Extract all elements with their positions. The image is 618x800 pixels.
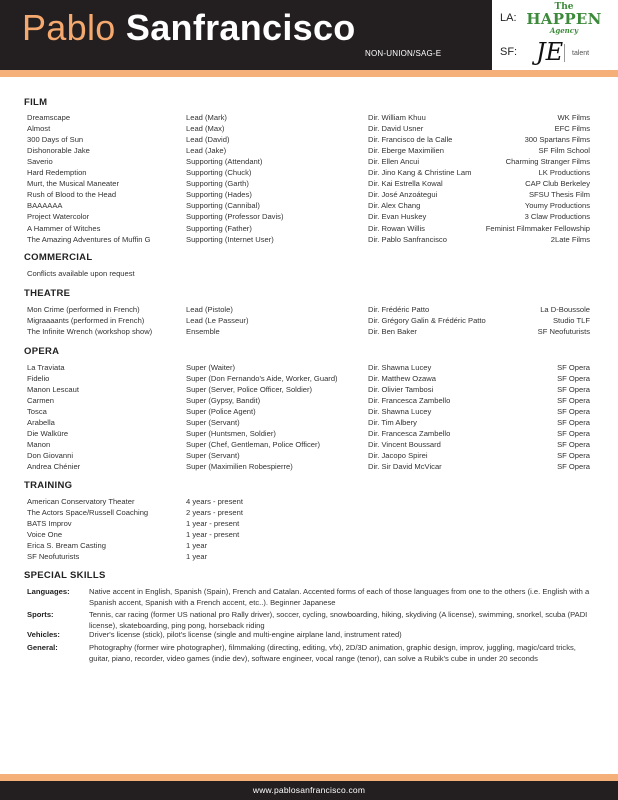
company: SF Opera [557, 440, 590, 450]
training-school: BATS Improv [27, 519, 72, 528]
role: Super (Huntsmen, Soldier) [186, 429, 276, 439]
director: Dir. Eberge Maximilien [368, 146, 444, 156]
training-school: American Conservatory Theater [27, 497, 135, 506]
credit-row [0, 112, 618, 123]
credit-row [0, 406, 618, 417]
production-title: Dreamscape [27, 113, 71, 122]
training-heading: TRAINING [24, 480, 73, 491]
production-title: Mon Crime (performed in French) [27, 305, 140, 314]
director: Dir. David Usner [368, 124, 424, 134]
training-duration: 2 years - present [186, 508, 243, 517]
role: Super (Maximilien Robespierre) [186, 462, 293, 472]
company: SF Opera [557, 429, 590, 439]
production-title: Almost [27, 124, 51, 134]
talent-label: talent [572, 50, 590, 57]
role: Supporting (Professor Davis) [186, 212, 284, 222]
credit-row [0, 223, 618, 234]
production-title: 300 Days of Sun [27, 135, 84, 145]
company: SF Opera [557, 363, 590, 372]
training-row [0, 518, 618, 529]
credit-row [0, 134, 618, 145]
role: Supporting (Attendant) [186, 157, 263, 167]
skill-label: Vehicles: [27, 630, 60, 639]
production-title: Migraaaants (performed in French) [27, 316, 145, 325]
production-title: A Hammer of Witches [27, 223, 101, 233]
credit-row [0, 384, 618, 395]
role: Super (Chef, Gentleman, Police Officer) [186, 440, 321, 450]
credit-row [0, 123, 618, 134]
role: Super (Servant) [186, 451, 240, 461]
production-title: La Traviata [27, 363, 65, 372]
role: Lead (Pistole) [186, 305, 233, 314]
company: SF Opera [557, 462, 590, 472]
company: SF Opera [557, 418, 590, 428]
happen-agency-logo: The HAPPEN Agency [526, 2, 602, 35]
production-title: Project Watercolor [27, 212, 90, 222]
director: Dir. Ben Baker [368, 327, 417, 336]
credit-row [0, 211, 618, 222]
header-accent-bar [0, 70, 618, 77]
training-row [0, 496, 618, 507]
training-row [0, 551, 618, 562]
role: Super (Police Agent) [186, 407, 256, 417]
first-name: Pablo [22, 7, 116, 48]
director: Dir. Francisco de la Calle [368, 135, 453, 145]
training-school: The Actors Space/Russell Coaching [27, 508, 149, 517]
director: Dir. Matthew Ozawa [368, 374, 436, 384]
production-title: BAAAAAA [27, 201, 63, 211]
company: Charming Stranger Films [505, 157, 590, 167]
role: Ensemble [186, 327, 220, 336]
company: LK Productions [538, 168, 590, 178]
footer-accent-bar [0, 774, 618, 781]
director: Dir. Olivier Tambosi [368, 385, 434, 395]
company: SF Opera [557, 407, 590, 417]
company: Feminist Filmmaker Fellowship [485, 223, 590, 233]
role: Lead (Le Passeur) [186, 316, 249, 325]
company: SFSU Thesis Film [528, 190, 590, 200]
role: Lead (Mark) [186, 113, 227, 122]
production-title: Carmen [27, 396, 55, 406]
training-duration: 1 year [186, 552, 208, 561]
company: SF Opera [557, 385, 590, 395]
director: Dir. Sir David McVicar [368, 462, 442, 472]
role: Supporting (Cannibal) [186, 201, 260, 211]
director: Dir. Pablo Sanfrancisco [368, 234, 447, 244]
credit-row [0, 373, 618, 384]
credit-row [0, 234, 618, 245]
production-title: Fidelio [27, 374, 50, 384]
company: Youmy Productions [524, 201, 590, 211]
je-talent-logo: JE [536, 38, 564, 66]
skill-label: General: [27, 643, 58, 652]
credit-row [0, 439, 618, 450]
production-title: The Infinite Wrench (workshop show) [27, 327, 153, 336]
director: Dir. Francesca Zambello [368, 396, 451, 406]
director: Dir. Kai Estrella Kowal [368, 179, 443, 189]
skill-label: Languages: [27, 587, 70, 596]
director: Dir. Alex Chang [368, 201, 421, 211]
role: Lead (Jake) [186, 146, 227, 156]
production-title: The Amazing Adventures of Muffin G [27, 234, 151, 244]
production-title: Saverio [27, 157, 53, 167]
training-school: Voice One [27, 530, 63, 539]
production-title: Die Walküre [27, 429, 69, 439]
production-title: Manon Lescaut [27, 385, 79, 395]
production-title: Dishonorable Jake [27, 146, 90, 156]
company: La D-Boussole [540, 305, 590, 314]
credit-row [0, 304, 618, 315]
actor-name [22, 6, 356, 50]
role: Supporting (Garth) [186, 179, 249, 189]
role: Super (Servant) [186, 418, 240, 428]
director: Dir. Tim Albery [368, 418, 417, 428]
training-row [0, 507, 618, 518]
training-row [0, 529, 618, 540]
skill-text: Native accent in English, Spanish (Spain), French and Catalan. Accented forms of each of those languages from one to the others (i.e. English with a Spanish accent, Spanish with a French accent, etc..). Beginner Japanese [89, 587, 590, 607]
credit-row [0, 417, 618, 428]
agency-panel [492, 0, 618, 70]
role: Supporting (Father) [186, 223, 252, 233]
skill-text: Tennis, car racing (former US national pro Rally driver), soccer, cycling, snowboarding, hiking, skydiving (A license), swimming, snorkel, scuba (PADI license), skateboarding, ping pong, horseback riding [89, 610, 588, 630]
union-status: NON-UNION/SAG-E [365, 49, 442, 58]
opera-heading: OPERA [24, 346, 60, 357]
director: Dir. Shawna Lucey [368, 363, 432, 372]
production-title: Manon [27, 440, 51, 450]
commercial-text: Conflicts available upon request [27, 269, 135, 278]
credit-row [0, 326, 618, 337]
credit-row [0, 156, 618, 167]
company: SF Opera [557, 374, 590, 384]
director: Dir. Jino Kang & Christine Lam [368, 168, 472, 178]
credit-row [0, 178, 618, 189]
skill-text: Driver's license (stick), pilot's license (single and multi-engine airplane land, instrument rated) [89, 630, 402, 639]
director: Dir. Vincent Boussard [368, 440, 441, 450]
training-duration: 4 years - present [186, 497, 243, 506]
credit-row [0, 362, 618, 373]
training-duration: 1 year - present [186, 519, 240, 528]
company: Studio TLF [552, 316, 590, 325]
credit-row [0, 428, 618, 439]
role: Super (Don Fernando's Aide, Worker, Guard) [186, 374, 338, 384]
credit-row [0, 461, 618, 472]
credit-row [0, 145, 618, 156]
website-link[interactable]: www.pablosanfrancisco.com [0, 781, 618, 800]
production-title: Don Giovanni [27, 451, 74, 461]
role: Super (Waiter) [186, 363, 236, 372]
production-title: Murt, the Musical Maneater [27, 179, 120, 189]
company: SF Neofuturists [537, 327, 590, 336]
credit-row [0, 395, 618, 406]
production-title: Tosca [27, 407, 47, 417]
director: Dir. Grégory Galin & Frédéric Patto [368, 316, 486, 325]
company: SF Opera [557, 451, 590, 461]
skill-text: Photography (former wire photographer), filmmaking (directing, editing, vfx), 2D/3D animation, graphic design, improv, juggling, magic/card tricks, guitar, piano, recorder, video games (indie dev), software engineer, vocal range (tenor), can solve a Rubik's cube in under 20 seconds [89, 643, 576, 663]
training-row [0, 540, 618, 551]
company: SF Opera [557, 396, 590, 406]
resume-header [0, 0, 618, 70]
training-school: SF Neofuturists [27, 552, 80, 561]
company: 3 Claw Productions [524, 212, 590, 222]
role: Lead (Max) [186, 124, 225, 134]
last-name: Sanfrancisco [125, 7, 356, 48]
credit-row [0, 315, 618, 326]
company: EFC Films [554, 124, 590, 134]
company: WK Films [557, 113, 590, 122]
director: Dir. José Anzoátegui [368, 190, 438, 200]
production-title: Hard Redemption [27, 168, 87, 178]
company: 2Late Films [550, 234, 590, 244]
theatre-heading: THEATRE [24, 288, 71, 299]
director: Dir. Rowan Willis [368, 223, 425, 233]
company: CAP Club Berkeley [525, 179, 590, 189]
credit-row [0, 167, 618, 178]
role: Super (Server, Police Officer, Soldier) [186, 385, 313, 395]
director: Dir. Evan Huskey [368, 212, 427, 222]
sf-label: SF: [500, 46, 518, 58]
commercial-heading: COMMERCIAL [24, 252, 93, 263]
training-duration: 1 year - present [186, 530, 240, 539]
logo-divider [564, 44, 565, 62]
credit-row [0, 189, 618, 200]
role: Supporting (Chuck) [186, 168, 252, 178]
role: Lead (David) [186, 135, 230, 145]
la-label: LA: [500, 12, 517, 24]
production-title: Andrea Chénier [27, 462, 81, 472]
director: Dir. Jacopo Spirei [368, 451, 428, 461]
training-duration: 1 year [186, 541, 208, 550]
role: Super (Gypsy, Bandit) [186, 396, 261, 406]
credit-row [0, 450, 618, 461]
company: SF Film School [538, 146, 590, 156]
training-school: Erica S. Bream Casting [27, 541, 106, 550]
role: Supporting (Internet User) [186, 234, 274, 244]
film-heading: FILM [24, 97, 48, 108]
skill-label: Sports: [27, 610, 54, 619]
credit-row [0, 200, 618, 211]
skills-heading: SPECIAL SKILLS [24, 570, 106, 581]
role: Supporting (Hades) [186, 190, 252, 200]
director: Dir. Shawna Lucey [368, 407, 432, 417]
director: Dir. Ellen Ancui [368, 157, 420, 167]
production-title: Rush of Blood to the Head [27, 190, 117, 200]
director: Dir. William Khuu [368, 113, 426, 122]
director: Dir. Francesca Zambello [368, 429, 451, 439]
production-title: Arabella [27, 418, 55, 428]
company: 300 Spartans Films [524, 135, 590, 145]
director: Dir. Frédéric Patto [368, 305, 430, 314]
